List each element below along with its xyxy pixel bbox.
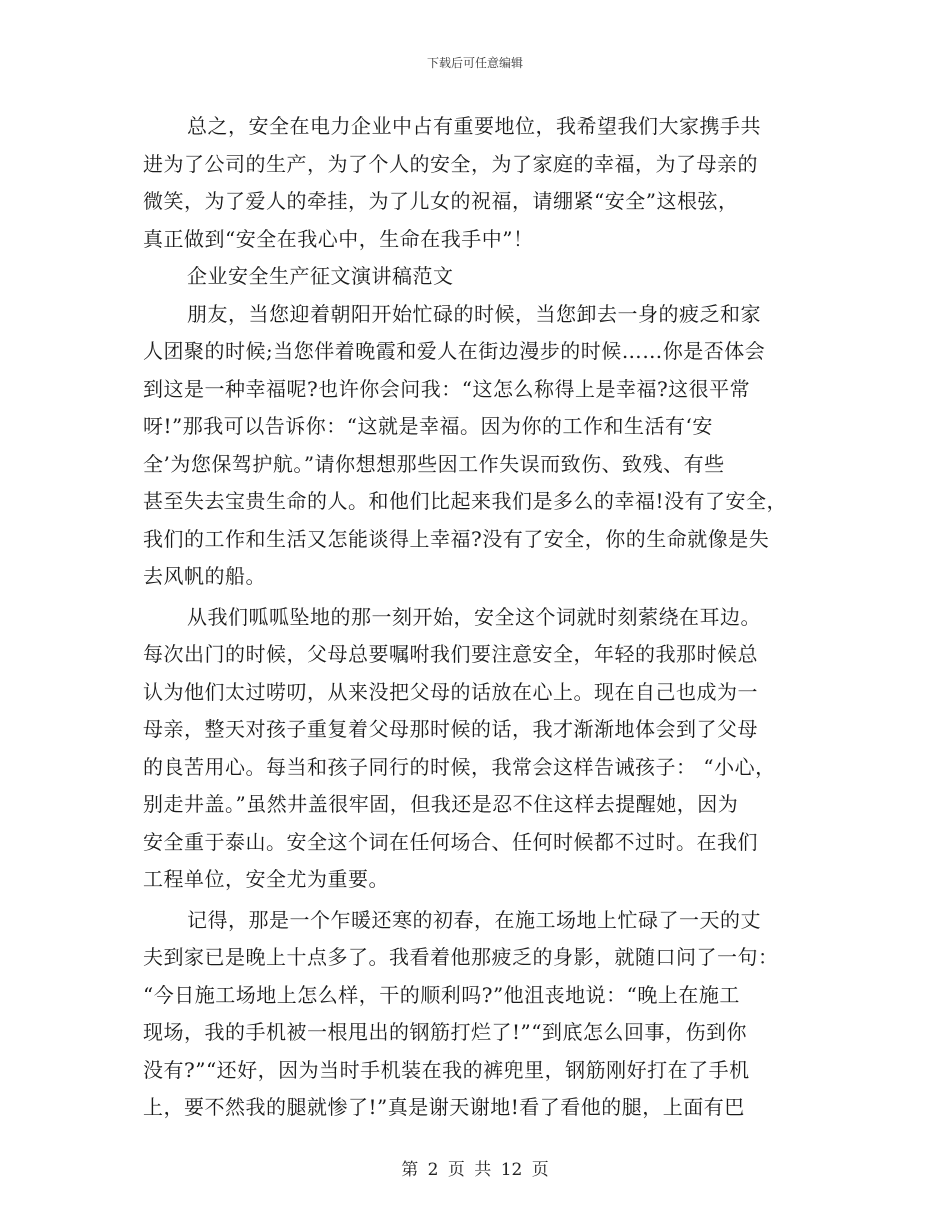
- text-line: 微笑，为了爱人的牵挂，为了儿女的祝福，请绷紧“安全”这根弦，: [143, 189, 739, 213]
- text-line: 工程单位，安全尤为重要。: [143, 867, 389, 891]
- text-line: 现场，我的手机被一根甩出的钢筋打烂了!”“到底怎么回事，伤到你: [143, 1020, 747, 1044]
- text-line: 朋友，当您迎着朝阳开始忙碌的时候，当您卸去一身的疲乏和家: [187, 301, 761, 326]
- text-line: 到这是一种幸福呢?也许你会问我：“这怎么称得上是幸福?这很平常: [143, 376, 751, 401]
- page-footer: 第 2 页 共 12 页: [401, 1160, 549, 1180]
- text-line: 上，要不然我的腿就惨了!”真是谢天谢地!看了看他的腿，上面有巴: [143, 1095, 745, 1119]
- text-line: 甚至失去宝贵生命的人。和他们比起来我们是多么的幸福!没有了安全，: [143, 489, 788, 513]
- page-header: 下载后可任意编辑: [426, 56, 523, 70]
- text-line: 去风帆的船。: [143, 564, 266, 588]
- text-line: 人团聚的时候;当您伴着晚霞和爱人在街边漫步的时候……你是否体会: [143, 339, 766, 363]
- text-line: 夫到家已是晚上十点多了。我看着他那疲乏的身影，就随口问了一句：: [143, 945, 779, 969]
- text-line: 全’为您保驾护航。”请你想想那些因工作失误而致伤、致残、有些: [143, 451, 725, 476]
- text-line: 我们的工作和生活又怎能谈得上幸福?没有了安全，你的生命就像是失: [143, 526, 770, 551]
- text-line: 认为他们太过唠叨，从来没把父母的话放在心上。现在自己也成为一: [143, 679, 758, 704]
- text-line: 母亲，整天对孩子重复着父母那时候的话，我才渐渐地体会到了父母: [143, 717, 758, 741]
- text-line: 从我们呱呱坠地的那一刻开始，安全这个词就时刻萦绕在耳边。: [187, 604, 761, 629]
- text-line: “今日施工场地上怎么样，干的顺利吗?”他沮丧地说：“晚上在施工: [143, 982, 740, 1007]
- text-line: 记得，那是一个乍暖还寒的初春，在施工场地上忙碌了一天的丈: [187, 907, 761, 932]
- text-line: 真正做到“安全在我心中，生命在我手中”！: [143, 226, 534, 251]
- document-body: [143, 108, 823, 1127]
- text-line: 每次出门的时候，父母总要嘱咐我们要注意安全，年轻的我那时候总: [143, 642, 758, 666]
- section-title: 企业安全生产征文演讲稿范文: [187, 264, 454, 288]
- text-line: 的良苦用心。每当和孩子同行的时候，我常会这样告诫孩子： “小心，: [143, 754, 776, 779]
- text-line: 别走井盖。”虽然井盖很牢固，但我还是忍不住这样去提醒她，因为: [143, 792, 739, 816]
- text-line: 没有?”“还好，因为当时手机装在我的裤兜里，钢筋刚好打在了手机: [143, 1057, 750, 1082]
- text-line: 进为了公司的生产，为了个人的安全，为了家庭的幸福，为了母亲的: [143, 151, 758, 176]
- text-line: 总之，安全在电力企业中占有重要地位，我希望我们大家携手共: [187, 114, 761, 138]
- text-line: 呀!”那我可以告诉你：“这就是幸福。因为你的工作和生活有‘安: [143, 414, 713, 438]
- text-line: 安全重于泰山。安全这个词在任何场合、任何时候都不过时。在我们: [143, 829, 758, 854]
